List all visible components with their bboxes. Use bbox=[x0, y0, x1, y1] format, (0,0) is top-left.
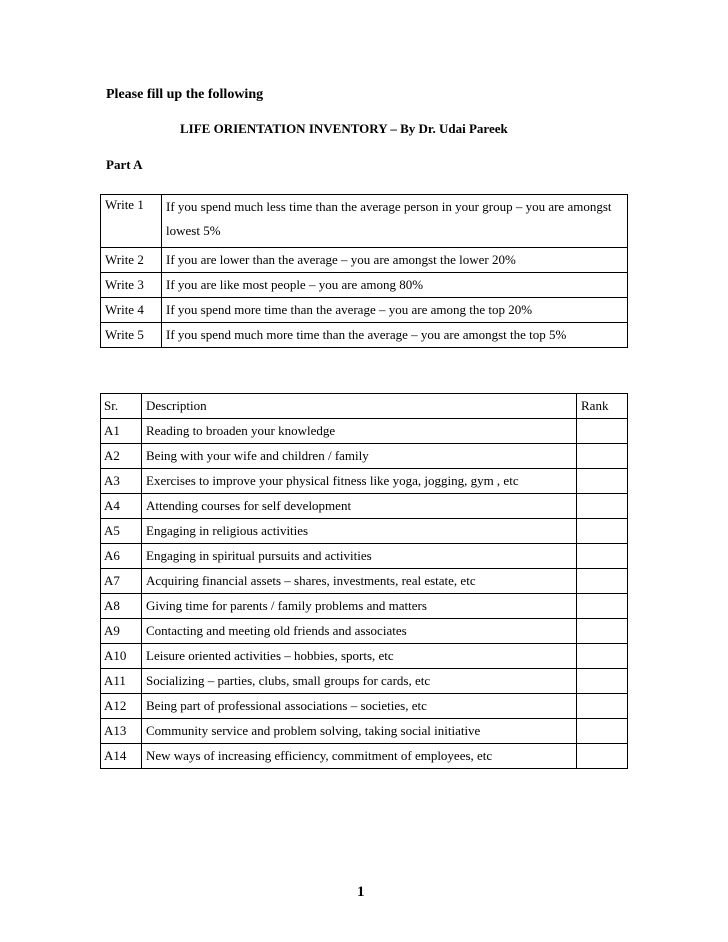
item-sr: A12 bbox=[101, 694, 142, 719]
table-row bbox=[101, 719, 628, 744]
item-description: Contacting and meeting old friends and associates bbox=[142, 619, 577, 644]
table-row bbox=[101, 519, 628, 544]
header-rank: Rank bbox=[577, 394, 628, 419]
table-row bbox=[101, 494, 628, 519]
item-description: Socializing – parties, clubs, small groups for cards, etc bbox=[142, 669, 577, 694]
scale-text: If you spend more time than the average – you are among the top 20% bbox=[162, 298, 628, 323]
scale-row bbox=[101, 195, 628, 248]
item-description: Community service and problem solving, taking social initiative bbox=[142, 719, 577, 744]
item-sr: A2 bbox=[101, 444, 142, 469]
scale-label: Write 1 bbox=[101, 195, 162, 248]
inventory-title: LIFE ORIENTATION INVENTORY – By Dr. Udai Pareek bbox=[180, 121, 508, 136]
item-description: Exercises to improve your physical fitness like yoga, jogging, gym , etc bbox=[142, 469, 577, 494]
rank-cell[interactable] bbox=[577, 669, 628, 694]
table-row bbox=[101, 444, 628, 469]
item-description: Acquiring financial assets – shares, investments, real estate, etc bbox=[142, 569, 577, 594]
rank-cell[interactable] bbox=[577, 719, 628, 744]
item-sr: A3 bbox=[101, 469, 142, 494]
item-description: Leisure oriented activities – hobbies, sports, etc bbox=[142, 644, 577, 669]
scale-text: If you are lower than the average – you are amongst the lower 20% bbox=[162, 248, 628, 273]
item-description: Reading to broaden your knowledge bbox=[142, 419, 577, 444]
table-row bbox=[101, 419, 628, 444]
rank-cell[interactable] bbox=[577, 494, 628, 519]
rank-cell[interactable] bbox=[577, 644, 628, 669]
scale-row bbox=[101, 298, 628, 323]
part-label: Part A bbox=[106, 157, 143, 172]
item-description: Being part of professional associations – societies, etc bbox=[142, 694, 577, 719]
rank-cell[interactable] bbox=[577, 419, 628, 444]
table-row bbox=[101, 669, 628, 694]
scale-row bbox=[101, 323, 628, 348]
item-sr: A7 bbox=[101, 569, 142, 594]
activities-table bbox=[100, 393, 628, 769]
scale-label: Write 3 bbox=[101, 273, 162, 298]
scale-text: If you are like most people – you are among 80% bbox=[162, 273, 628, 298]
header-sr: Sr. bbox=[101, 394, 142, 419]
item-description: Attending courses for self development bbox=[142, 494, 577, 519]
item-description: Engaging in spiritual pursuits and activities bbox=[142, 544, 577, 569]
scale-label: Write 4 bbox=[101, 298, 162, 323]
table-row bbox=[101, 594, 628, 619]
item-sr: A5 bbox=[101, 519, 142, 544]
page-number: 1 bbox=[357, 884, 365, 900]
rank-cell[interactable] bbox=[577, 444, 628, 469]
item-sr: A1 bbox=[101, 419, 142, 444]
item-sr: A9 bbox=[101, 619, 142, 644]
table-row bbox=[101, 694, 628, 719]
scale-label: Write 5 bbox=[101, 323, 162, 348]
item-sr: A10 bbox=[101, 644, 142, 669]
item-description: Giving time for parents / family problems and matters bbox=[142, 594, 577, 619]
table-row bbox=[101, 744, 628, 769]
rank-cell[interactable] bbox=[577, 469, 628, 494]
table-row bbox=[101, 544, 628, 569]
table-header-row bbox=[101, 394, 628, 419]
item-description: New ways of increasing efficiency, commitment of employees, etc bbox=[142, 744, 577, 769]
table-row bbox=[101, 469, 628, 494]
item-sr: A8 bbox=[101, 594, 142, 619]
header-description: Description bbox=[142, 394, 577, 419]
rank-cell[interactable] bbox=[577, 519, 628, 544]
item-description: Being with your wife and children / family bbox=[142, 444, 577, 469]
item-sr: A11 bbox=[101, 669, 142, 694]
item-sr: A6 bbox=[101, 544, 142, 569]
scale-label: Write 2 bbox=[101, 248, 162, 273]
item-description: Engaging in religious activities bbox=[142, 519, 577, 544]
item-sr: A4 bbox=[101, 494, 142, 519]
scale-row bbox=[101, 248, 628, 273]
scale-text: If you spend much less time than the average person in your group – you are amongst lowest 5% bbox=[162, 195, 628, 248]
rank-cell[interactable] bbox=[577, 544, 628, 569]
rank-cell[interactable] bbox=[577, 744, 628, 769]
table-row bbox=[101, 569, 628, 594]
rank-cell[interactable] bbox=[577, 594, 628, 619]
rank-cell[interactable] bbox=[577, 569, 628, 594]
scale-row bbox=[101, 273, 628, 298]
item-sr: A13 bbox=[101, 719, 142, 744]
scale-text: If you spend much more time than the average – you are amongst the top 5% bbox=[162, 323, 628, 348]
rank-cell[interactable] bbox=[577, 694, 628, 719]
rank-cell[interactable] bbox=[577, 619, 628, 644]
table-row bbox=[101, 619, 628, 644]
item-sr: A14 bbox=[101, 744, 142, 769]
page-heading: Please fill up the following bbox=[106, 87, 264, 102]
table-row bbox=[101, 644, 628, 669]
rating-scale-table bbox=[100, 194, 628, 348]
